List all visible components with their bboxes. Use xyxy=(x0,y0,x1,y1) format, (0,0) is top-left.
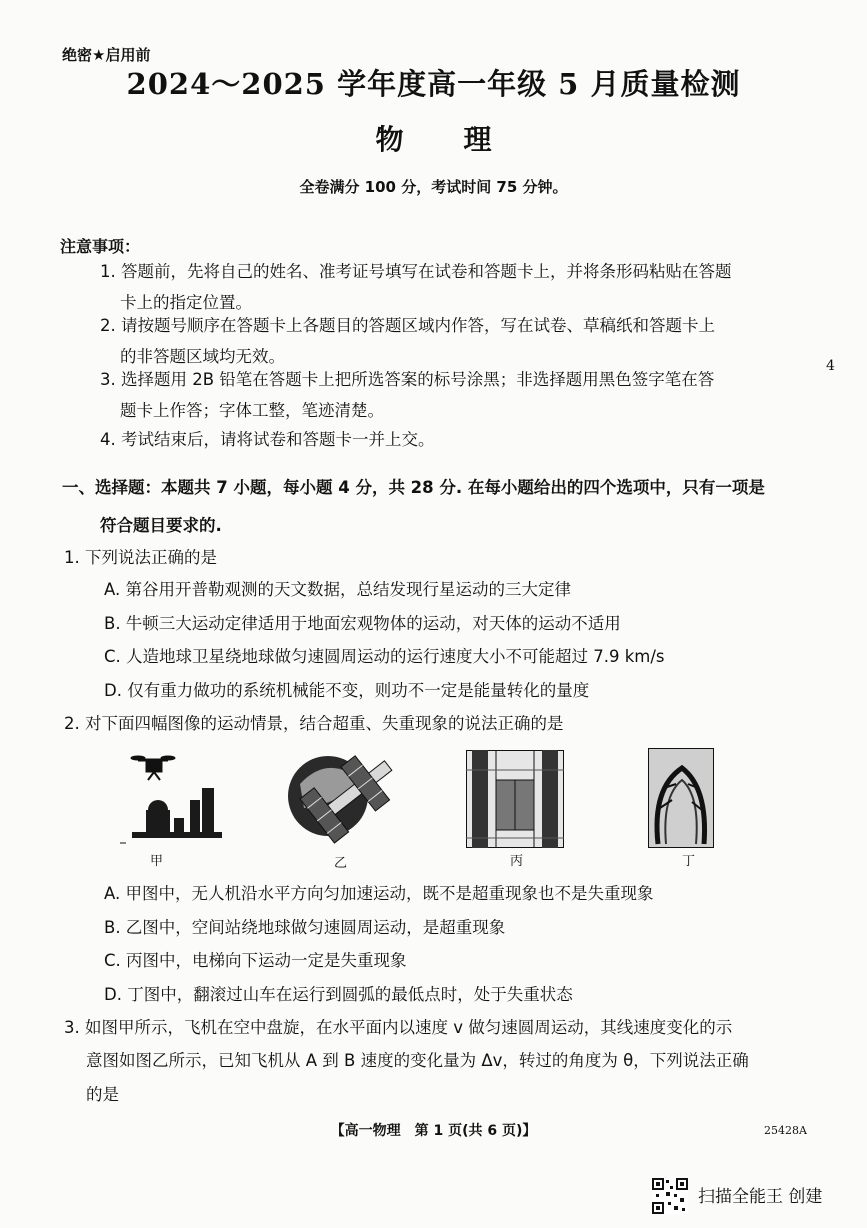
section1-line2: 符合题目要求的. xyxy=(100,516,222,535)
figure-caption-bing: 丙 xyxy=(510,854,524,869)
qr-code-icon xyxy=(652,1178,688,1214)
q1-option-c: C. 人造地球卫星绕地球做匀速圆周运动的运行速度大小不可能超过 7.9 km/s xyxy=(104,647,665,666)
notice-item-1-line2: 卡上的指定位置。 xyxy=(120,293,252,312)
q3-line2: 意图如图乙所示，已知飞机从 A 到 B 速度的变化量为 Δv，转过的角度为 θ，下列说法正确 xyxy=(86,1051,749,1070)
q2-option-c: C. 丙图中，电梯向下运动一定是失重现象 xyxy=(104,951,407,970)
q2-option-a: A. 甲图中，无人机沿水平方向匀加速运动，既不是超重现象也不是失重现象 xyxy=(104,884,654,903)
notice-item-4-line1: 4. 考试结束后，请将试卷和答题卡一并上交。 xyxy=(100,430,435,449)
q1-option-a: A. 第谷用开普勒观测的天文数据，总结发现行星运动的三大定律 xyxy=(104,580,571,599)
q1-option-d: D. 仅有重力做功的系统机械能不变，则功不一定是能量转化的量度 xyxy=(104,681,590,700)
drone-icon xyxy=(118,748,226,848)
roller-coaster-icon xyxy=(648,748,714,848)
q2-stem: 2. 对下面四幅图像的运动情景，结合超重、失重现象的说法正确的是 xyxy=(64,714,564,733)
space-station-icon xyxy=(280,744,398,852)
secret-label: 绝密★启用前 xyxy=(62,46,151,64)
q3-line1: 3. 如图甲所示，飞机在空中盘旋，在水平面内以速度 v 做匀速圆周运动，其线速度变化的示 xyxy=(64,1018,733,1037)
q3-line3: 的是 xyxy=(86,1085,119,1104)
page-footer: 【高一物理 第 1 页(共 6 页)】 xyxy=(330,1123,537,1139)
subject-title: 物理 xyxy=(375,123,552,156)
score-info: 全卷满分 100 分，考试时间 75 分钟。 xyxy=(299,178,568,196)
figure-caption-yi: 乙 xyxy=(334,856,348,871)
figure-caption-jia: 甲 xyxy=(150,854,164,869)
figure-caption-ding: 丁 xyxy=(682,854,696,869)
exam-title: 2024～2025 学年度高一年级 5 月质量检测 xyxy=(126,67,741,101)
paper-code: 25428A xyxy=(764,1124,807,1137)
q1-stem: 1. 下列说法正确的是 xyxy=(64,548,217,567)
notice-heading: 注意事项： xyxy=(60,237,141,256)
q2-option-d: D. 丁图中，翻滚过山车在运行到圆弧的最低点时，处于失重状态 xyxy=(104,985,573,1004)
notice-item-3-line2: 题卡上作答；字体工整，笔迹清楚。 xyxy=(120,401,384,420)
notice-item-2-line2: 的非答题区域均无效。 xyxy=(120,347,285,366)
q2-option-b: B. 乙图中，空间站绕地球做匀速圆周运动，是超重现象 xyxy=(104,918,506,937)
side-mark: 4 xyxy=(826,358,835,374)
section1-line1: 一、选择题：本题共 7 小题，每小题 4 分，共 28 分. 在每小题给出的四个选项中，只有一项是 xyxy=(62,478,765,497)
notice-item-1-line1: 1. 答题前，先将自己的姓名、准考证号填写在试卷和答题卡上，并将条形码粘贴在答题 xyxy=(100,262,732,281)
notice-item-3-line1: 3. 选择题用 2B 铅笔在答题卡上把所选答案的标号涂黑；非选择题用黑色签字笔在答 xyxy=(100,370,715,389)
elevator-icon xyxy=(466,750,564,848)
scanner-watermark: 扫描全能王 创建 xyxy=(698,1187,823,1207)
q1-option-b: B. 牛顿三大运动定律适用于地面宏观物体的运动，对天体的运动不适用 xyxy=(104,614,621,633)
notice-item-2-line1: 2. 请按题号顺序在答题卡上各题目的答题区域内作答，写在试卷、草稿纸和答题卡上 xyxy=(100,316,715,335)
